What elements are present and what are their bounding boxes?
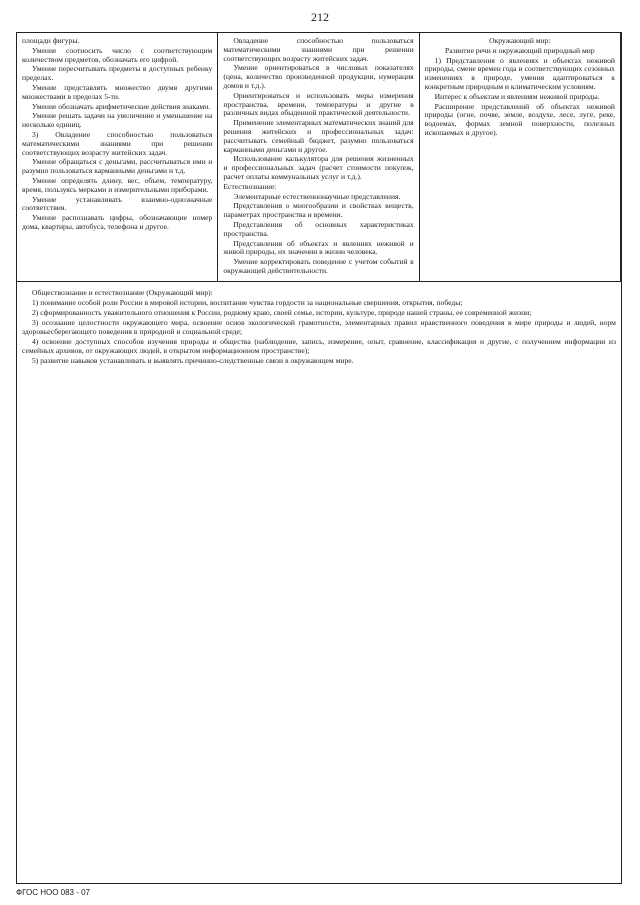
left-paragraph: Умение решать задачи на увеличение и уменьшение на несколько единиц. <box>22 111 213 130</box>
right-paragraph: 1) Представления о явлениях и объектах неживой природы, смене времен года и соответствующих сезонных изменениях в природе, умения адаптироваться к конкретным природным и климатическим условиям. <box>424 55 615 91</box>
left-paragraph: 3) Овладение способностью пользоваться математическими знаниями при решении соответствующих возрасту житейских задач. <box>22 129 213 157</box>
middle-section-heading: Естествознание: <box>223 181 277 191</box>
left-paragraph: Умение пересчитывать предметы в доступных ребенку пределах. <box>22 64 213 83</box>
middle-paragraph: Представления о многообразии и свойствах веществ, параметрах пространства и времени. <box>223 201 414 220</box>
page-number: 212 <box>311 10 329 24</box>
social-science-row <box>17 281 621 883</box>
middle-paragraph: Умение ориентироваться в числовых показателях (цена, количество произведенной продукции, нумерация домов и т.д.). <box>223 63 414 90</box>
row-item: 1) понимание особой роли России в мировой истории, воспитание чувства гордости за национальные свершения, открытия, победы; <box>32 297 463 307</box>
middle-column <box>218 33 419 281</box>
right-column <box>420 33 621 281</box>
right-subheading: Развитие речи и окружающий природный мир <box>445 45 595 55</box>
left-paragraph: Умение обозначать арифметические действия знаками. <box>32 101 211 111</box>
left-paragraph: Умение соотносить число с соответствующим количеством предметов, обозначать его цифрой. <box>22 45 213 64</box>
row-item: 2) сформированность уважительного отношения к России, родному краю, своей семье, истории, культуре, природе нашей страны, ее современной жизни; <box>32 307 532 317</box>
left-paragraph: Умение определять длину, вес, объем, температуру, время, пользуясь мерками и измерительными приборами. <box>22 175 213 194</box>
middle-paragraph: Овладение способностью пользоваться математическими знаниями при решении соответствующих возрасту житейских задач. <box>223 36 414 63</box>
right-paragraph: Интерес к объектам и явлениям неживой природы. <box>434 91 600 101</box>
row-heading: Обществознание и естествознание (Окружающий мир): <box>32 287 213 297</box>
middle-paragraph: Элементарные естественнонаучные представления. <box>233 191 401 201</box>
standards-table <box>16 32 622 884</box>
middle-paragraph: Ориентироваться и использовать меры измерения пространства, времени, температуры и другие в различных видах обыденной практической деятельности. <box>223 90 414 118</box>
right-paragraph: Расширение представлений об объектах неживой природы (огне, почве, земле, воздухе, лесе, луге, реке, водоемах, формах земной поверхности, полезных ископаемых и другое). <box>424 101 615 137</box>
row-item: 4) освоение доступных способов изучения природы и общества (наблюдение, запись, измерение, опыт, сравнение, классификация и другие, с получением информации из семейных архивов, от окружающих людей, в открытом информационном пространстве); <box>22 337 616 356</box>
left-paragraph: Умение обращаться с деньгами, рассчитываться ими и разумно пользоваться карманными деньгами и т.д. <box>22 157 213 176</box>
middle-paragraph: Использование калькулятора для решения жизненных и профессиональных задач (расчет стоимости покупок, расчет оплаты коммунальных услуг и т.д.). <box>223 154 414 181</box>
middle-paragraph: Представления об объектах и явлениях неживой и живой природы, их значении в жизни человека. <box>223 238 414 257</box>
row-item: 5) развитие навыков устанавливать и выявлять причинно-следственные связи в окружающем мире. <box>32 356 354 366</box>
right-section-heading: Окружающий мир: <box>489 36 551 45</box>
left-paragraph: Умение распознавать цифры, обозначающие номер дома, квартиры, автобуса, телефона и другое. <box>22 213 213 231</box>
left-column <box>17 33 218 281</box>
left-paragraph: площади фигуры. <box>22 36 80 45</box>
left-paragraph: Умение представлять множество двумя другими множествами в пределах 5-ти. <box>22 82 213 101</box>
footer-code: ФГОС НОО 083 - 07 <box>16 888 90 897</box>
middle-paragraph: Умение корректировать поведение с учетом событий в окружающей действительности. <box>223 257 414 275</box>
row-item: 3) осознание целостности окружающего мира, освоение основ экологической грамотности, элементарных правил нравственного поведения в мире природы и людей, норм здоровьесберегающего поведения в природной и социальной среде; <box>22 318 616 337</box>
middle-paragraph: Представления об основных характеристиках пространства. <box>223 219 414 238</box>
middle-paragraph: Применение элементарных математических знаний для решения житейских и профессиональных задач: рассчитывать семейный бюджет, разумно пользоваться карманными деньгами и другое. <box>223 118 414 154</box>
left-paragraph: Умение устанавливать взаимно-однозначные соответствия. <box>22 194 213 213</box>
